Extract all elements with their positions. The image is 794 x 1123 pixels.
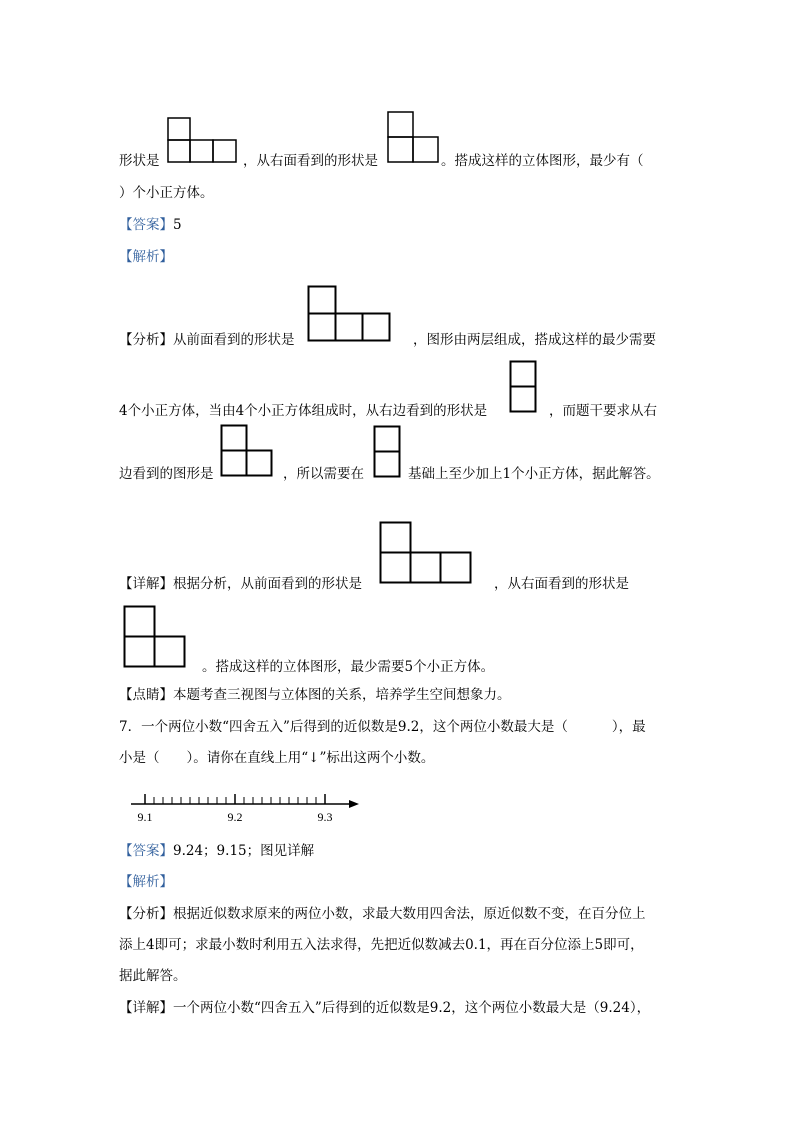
q6-detail-text2: ，从右面看到的形状是	[494, 576, 629, 592]
q7-detail-line1	[119, 1000, 650, 1016]
detail-text: 根据分析，从前面看到的形状是	[173, 576, 362, 592]
front-view-figure-2	[307, 285, 393, 345]
q6-text-right-view: ，从右面看到的形状是	[243, 153, 378, 169]
q6-detail-line2: 。搭成这样的立体图形，最少需要5个小正方体。	[202, 659, 495, 675]
dianjing-text: 本题考查三视图与立体图的关系，培养学生空间想象力。	[173, 687, 511, 703]
answer-tag: 【答案】	[119, 217, 173, 233]
q7-text-a: 7．一个两位小数“四舍五入”后得到的近似数是9.2，这个两位小数最大是（	[119, 719, 568, 735]
q7-question-line2: 小是（ ）。请你在直线上用“↓”标出这两个小数。	[119, 750, 435, 766]
fenxi-text: 从前面看到的形状是	[173, 332, 295, 348]
q6-fenxi-line3c: 基础上至少加上1个小正方体，据此解答。	[408, 466, 660, 482]
q6-text-least: 。搭成这样的立体图形，最少有（	[441, 153, 644, 169]
number-line-label: 9.3	[317, 810, 333, 824]
q7-text-b: ），最	[611, 719, 646, 735]
q7-fenxi-line2: 添上4即可；求最小数时利用五入法求得，先把近似数减去0.1，再在百分位添上5即可，	[119, 937, 644, 953]
fenxi-tag: 【分析】	[119, 332, 173, 348]
q6-fenxi-line2: 4个小正方体，当由4个小正方体组成时，从右边看到的形状是	[119, 403, 488, 419]
right-view-two-stack	[509, 360, 539, 414]
detail-tag: 【详解】	[119, 576, 173, 592]
q6-fenxi-line3a: 边看到的图形是	[119, 466, 214, 482]
front-view-figure	[167, 117, 239, 165]
q7-fenxi-line1	[119, 906, 646, 922]
right-view-figure	[387, 111, 441, 165]
q6-fenxi-text4: ，而题干要求从右	[549, 403, 657, 419]
q7-answer	[119, 843, 314, 859]
q6-text-xingzhuangshi: 形状是	[119, 153, 160, 169]
q6-fenxi-line3b: ，所以需要在	[283, 466, 364, 482]
q6-analysis-tag: 【解析】	[119, 249, 173, 265]
answer-value: 5	[173, 217, 182, 233]
number-line-label: 9.1	[137, 810, 153, 824]
q6-answer	[119, 217, 182, 233]
dianjing-tag: 【点睛】	[119, 687, 173, 703]
q6-detail-line1	[119, 576, 362, 592]
answer-tag: 【答案】	[119, 843, 173, 859]
number-line-arrow	[349, 800, 359, 808]
fenxi-text: 根据近似数求原来的两位小数，求最大数用四舍法，原近似数不变，在百分位上	[173, 906, 646, 922]
number-line-label: 9.2	[227, 810, 243, 824]
q7-analysis-tag: 【解析】	[119, 874, 173, 890]
q6-fenxi-line1	[119, 332, 295, 348]
number-line	[125, 785, 365, 825]
answer-value: 9.24；9.15；图见详解	[173, 843, 315, 859]
number-line-ticks	[145, 794, 325, 804]
detail-tag: 【详解】	[119, 1000, 173, 1016]
detail-text: 一个两位小数“四舍五入”后得到的近似数是9.2，这个两位小数最大是（9.24），	[173, 1000, 651, 1016]
fenxi-tag: 【分析】	[119, 906, 173, 922]
q7-fenxi-line3: 据此解答。	[119, 968, 187, 984]
q7-question-line1	[119, 719, 646, 735]
front-view-figure-3	[379, 521, 475, 585]
q6-text-cubes: ）个小正方体。	[119, 185, 214, 201]
right-view-figure-3	[123, 605, 189, 669]
q6-dianjing	[119, 687, 511, 703]
right-view-figure-2	[220, 424, 276, 480]
q6-fenxi-text2: ，图形由两层组成，搭成这样的最少需要	[413, 332, 656, 348]
right-view-two-stack-2	[373, 425, 403, 479]
